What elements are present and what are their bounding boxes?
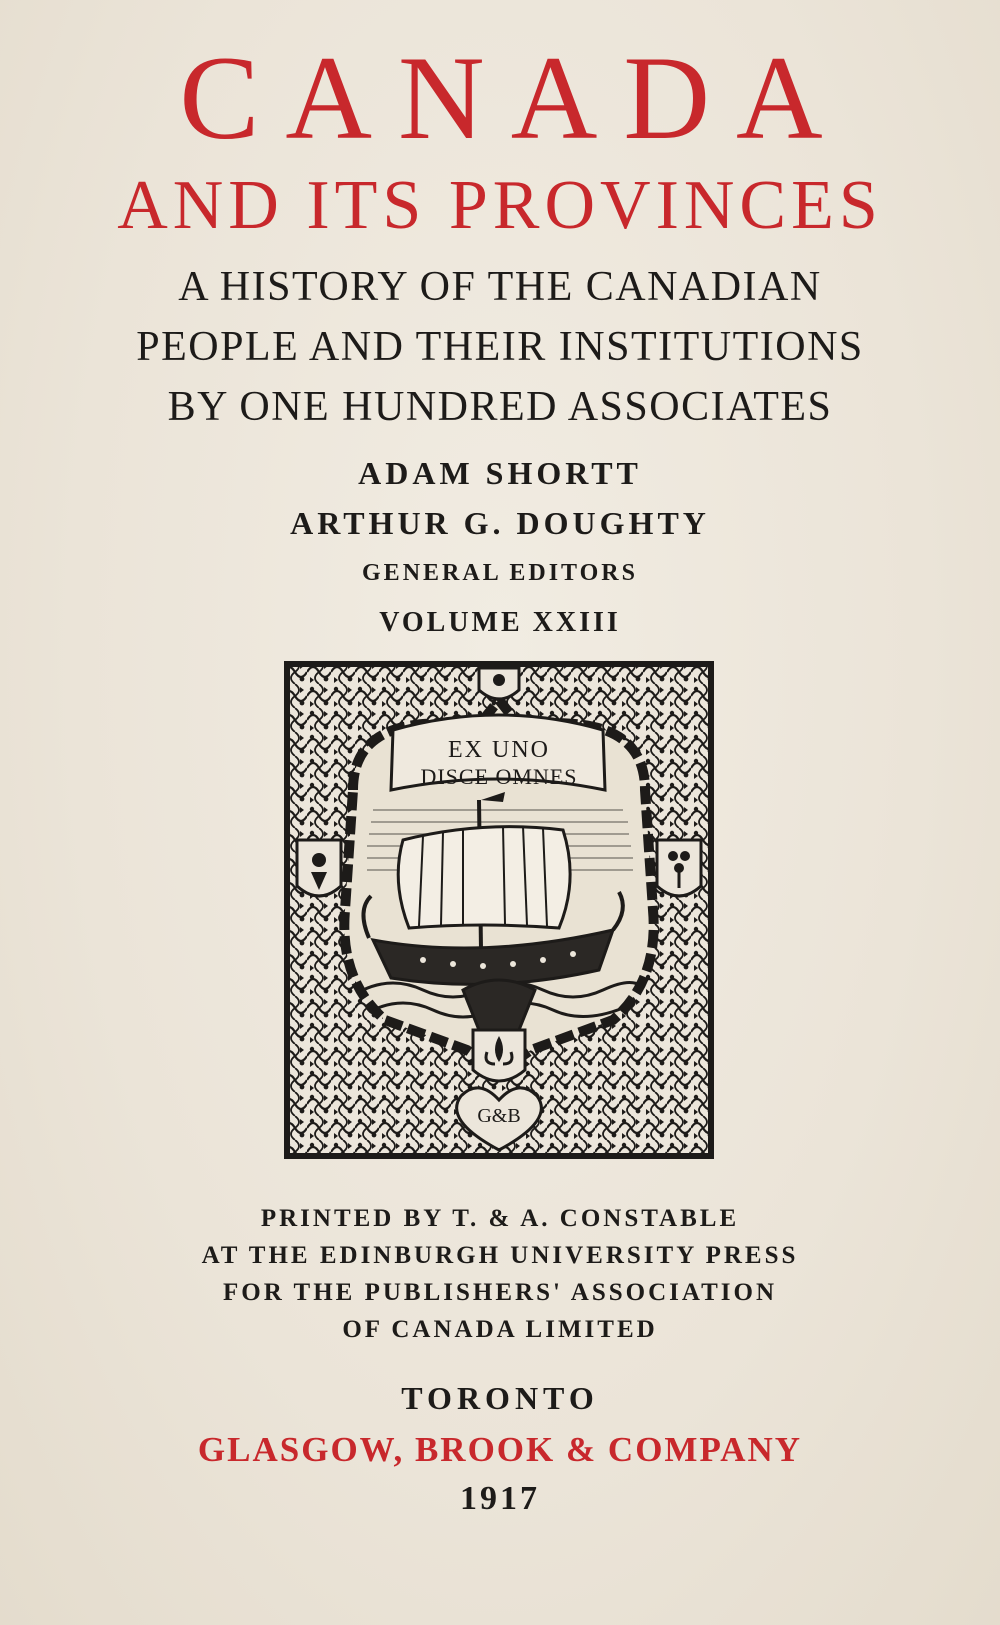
publisher-name: GLASGOW, BROOK & COMPANY — [197, 1430, 803, 1469]
motto-line-2: DISCE OMNES — [420, 764, 578, 789]
imprint-line-4: OF CANADA LIMITED — [342, 1316, 658, 1343]
publication-city: TORONTO — [401, 1380, 599, 1416]
printers-device-ship-emblem — [283, 660, 715, 1160]
top-crest-icon — [479, 668, 519, 699]
book-title-continuation: AND ITS PROVINCES — [117, 167, 883, 244]
subtitle-line-1: A HISTORY OF THE CANADIAN — [178, 264, 822, 310]
subtitle-line-2: PEOPLE AND THEIR INSTITUTIONS — [136, 324, 864, 370]
left-shield-icon — [297, 840, 341, 896]
imprint-line-3: FOR THE PUBLISHERS' ASSOCIATION — [222, 1279, 777, 1306]
editor-name-1: ADAM SHORTT — [358, 455, 642, 491]
subtitle-line-3: BY ONE HUNDRED ASSOCIATES — [167, 384, 833, 430]
imprint-line-2: AT THE EDINBURGH UNIVERSITY PRESS — [201, 1242, 799, 1269]
motto-line-1: EX UNO — [448, 737, 550, 763]
editor-name-2: ARTHUR G. DOUGHTY — [290, 505, 710, 541]
book-title: CANADA — [179, 31, 849, 164]
fleur-de-lis-shield-icon — [473, 1030, 525, 1081]
volume-number: VOLUME XXIII — [379, 607, 621, 638]
editors-role: GENERAL EDITORS — [362, 560, 638, 586]
monogram: G&B — [477, 1105, 521, 1127]
right-shield-icon — [657, 840, 701, 896]
imprint-line-1: PRINTED BY T. & A. CONSTABLE — [260, 1205, 740, 1232]
publication-year: 1917 — [460, 1480, 540, 1517]
